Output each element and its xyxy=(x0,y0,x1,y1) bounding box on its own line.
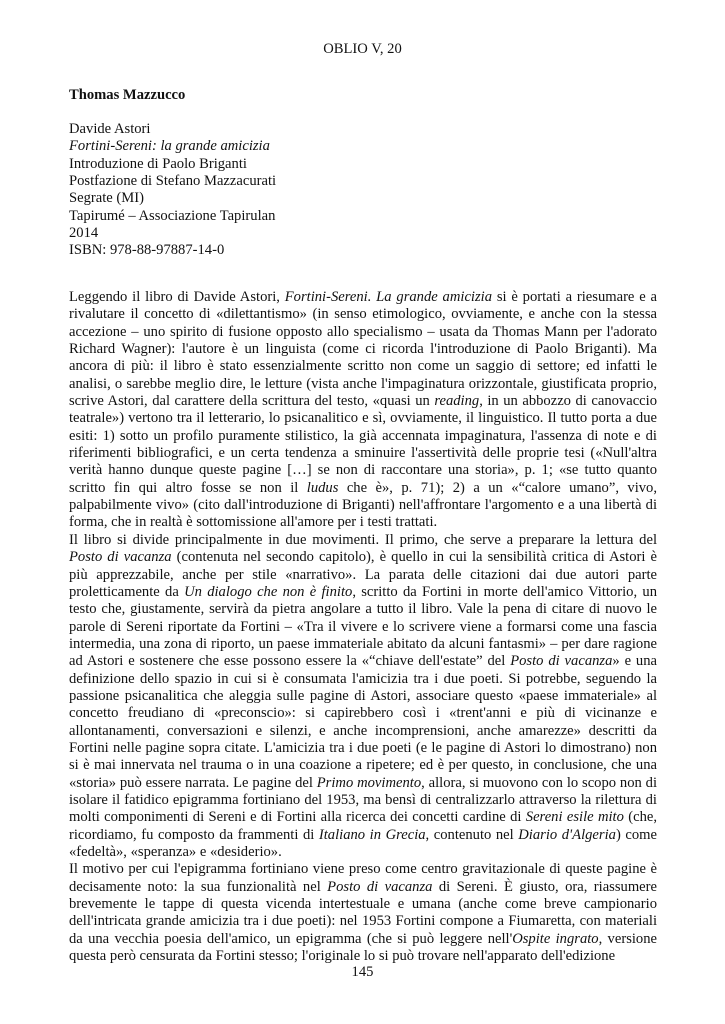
text-span: ad Astori e sostenere che esse possono essere la «“chiave dell'estate” del xyxy=(69,653,511,670)
text-span: si è portati a riesumare e a xyxy=(492,289,657,305)
text-line xyxy=(69,289,657,306)
text-line xyxy=(69,879,657,896)
text-span: dell'intricata grande amicizia tra i due poeti): nel 1953 Fortini compone a Fiumaretta, con materiali xyxy=(69,913,657,930)
italic-text: Un dialogo che non è finito xyxy=(184,583,353,600)
book-isbn: ISBN: 978-88-97887-14-0 xyxy=(69,242,225,259)
text-span: verità hanno dunque queste pagine […] se non di raccontare una storia», p. 1; «se tutto quanto xyxy=(69,462,657,479)
text-line xyxy=(69,792,657,809)
text-span: ricordiamo, fu composto da frammenti di xyxy=(69,826,319,843)
text-span: definizione dello spazio in cui si è consumata l'amicizia tra i due poeti. Si potrebbe, seguendo la xyxy=(69,670,657,687)
text-line xyxy=(69,705,657,722)
text-span: intermedia, una zona di riporto, un paese immateriale abitato da alcuni fantasmi» – per dare ragione xyxy=(69,635,657,652)
text-span: Il motivo per cui l'epigramma fortiniano viene preso come centro gravitazionale di queste pagine è xyxy=(69,861,657,878)
page-number: 145 xyxy=(351,964,374,980)
text-span: (che, xyxy=(623,809,657,826)
italic-text: Primo movimento xyxy=(316,774,422,791)
book-place: Segrate (MI) xyxy=(69,190,144,207)
text-line xyxy=(69,671,657,688)
italic-text: Fortini-Sereni. La grande amicizia xyxy=(284,289,493,305)
text-span: , in un abbozzo di canovaccio xyxy=(479,393,657,410)
text-span: Fortini nelle pagine sopra citate. L'amicizia tra i due poeti (e le pagine di Astori lo dimostrano) non xyxy=(69,739,657,756)
text-line xyxy=(69,775,657,792)
text-span: riferimenti bibliografici, e un certa tendenza a sminuire l'assertività delle proprie tesi («Null'altra xyxy=(69,445,657,462)
italic-text: ludus xyxy=(306,479,339,496)
text-span: questa però censurata da Fortini stesso; l'originale lo si può trovare nell'apparato dell'edizione xyxy=(69,948,616,965)
book-year: 2014 xyxy=(69,225,99,242)
text-span: ) come xyxy=(615,826,657,843)
running-header: OBLIO V, 20 xyxy=(323,41,402,57)
text-line xyxy=(69,497,657,514)
text-span: che è», p. 71); 2) a un «“calore umano”, vivo, xyxy=(338,479,658,496)
text-span: testo che, giustamente, servirà da pietra angolare a tutto il libro. Vale la pena di citare di nuovo le xyxy=(69,601,657,618)
text-line xyxy=(69,931,657,948)
text-span: Richard Wagner): l'autore è un linguista (come ci ricorda l'introduzione di Paolo Briganti). Ma xyxy=(69,341,657,358)
review-body xyxy=(69,289,657,965)
text-line xyxy=(69,549,657,566)
italic-text: Sereni esile mito xyxy=(525,809,624,826)
text-span: si è mai innervata nel trauma o in una coazione a ripetere; ed è per questo, in conclusione, che una xyxy=(69,757,657,774)
text-line xyxy=(69,462,657,479)
text-line xyxy=(69,636,657,653)
text-line xyxy=(69,358,657,375)
text-line xyxy=(69,584,657,601)
text-line xyxy=(69,306,657,323)
text-span: Leggendo il libro di Davide Astori, xyxy=(69,289,285,305)
text-span: , scritto da Fortini in morte dell'amico Vittorio, un xyxy=(352,583,657,600)
text-span: scrive Astori, dal carattere della scrittura del testo, «quasi un xyxy=(69,393,435,410)
text-line xyxy=(69,567,657,584)
text-span: Il libro si divide principalmente in due movimenti. Il primo, che serve a preparare la lettura del xyxy=(69,531,657,548)
italic-text: Ospite ingrato xyxy=(512,930,599,947)
text-line xyxy=(69,757,657,774)
book-publisher: Tapirumé – Associazione Tapirulan xyxy=(69,207,276,224)
italic-text: Posto di vacanza xyxy=(510,653,613,670)
text-span: brevemente le tappe di questa vicenda intertestuale e umana (anche come breve campionario xyxy=(69,896,657,913)
text-span: scritto fin qui altro fosse se non il xyxy=(69,479,307,496)
text-span: isolare il fatidico epigramma fortiniano del 1953, ma bensì di centralizzarlo attraverso la rilettura di xyxy=(69,791,657,808)
text-span: analisi, o sarebbe meglio dire, le letture (vista anche l'impaginatura orizzontale, giustificata proprio, xyxy=(69,375,657,392)
text-span: decisamente noto: la sua funzionalità nel xyxy=(69,878,328,895)
text-span: «fedeltà», «speranza» e «desiderio». xyxy=(69,844,282,860)
text-span: proletticamente da xyxy=(69,583,185,600)
text-line xyxy=(69,948,657,965)
text-line xyxy=(69,393,657,410)
text-span: esiti: 1) sotto un profilo puramente stilistico, la già accennata impaginatura, l'assenza di note e di xyxy=(69,427,657,444)
bibliographic-entry xyxy=(69,121,276,260)
italic-text: reading xyxy=(434,393,480,410)
text-span: palpabilmente vivo» (cito dall'introduzione di Briganti) nell'affrontare l'argomento e a una libertà di xyxy=(69,497,657,514)
text-span: teatrale») vertono tra il letterario, lo psicanalitico e sì, ovviamente, il linguistico. Il tutto porta a due xyxy=(69,410,657,427)
text-span: «storia» può essere narrata. Le pagine del xyxy=(69,774,317,791)
text-line xyxy=(69,844,657,861)
text-line xyxy=(69,445,657,462)
text-span: , allora, si muovono con lo scopo non di xyxy=(421,774,658,791)
book-author: Davide Astori xyxy=(69,121,151,137)
text-span: di Sereni. È giusto, ora, riassumere xyxy=(432,878,657,895)
text-line xyxy=(69,913,657,930)
text-span: , versione xyxy=(598,930,657,947)
text-line xyxy=(69,653,657,670)
text-span: parole di Sereni riportate da Fortini – «Tra il vivere e lo scrivere viene a formarsi come una fascia xyxy=(69,618,657,635)
text-span: ancora di più: il libro è stato essenzialmente scritto non come un saggio di settore; ed infatti le xyxy=(69,358,657,375)
text-line xyxy=(69,324,657,341)
text-line xyxy=(69,410,657,427)
italic-text: Diario d'Algeria xyxy=(518,826,616,843)
text-span: » e una xyxy=(612,653,657,670)
text-span: più apprezzabile, anche per stile «narrativo». La parata delle citazioni dai due autori parte xyxy=(69,566,657,583)
text-line xyxy=(69,740,657,757)
text-span: forma, che in realtà è sottomissione all'amore per i testi trattati. xyxy=(69,514,438,531)
text-line xyxy=(69,809,657,826)
text-span: passione psicanalitica che aleggia sulle pagine di Astori, associare questo «paese immateriale» al xyxy=(69,687,657,704)
text-line xyxy=(69,341,657,358)
book-introduction: Introduzione di Paolo Briganti xyxy=(69,155,247,172)
text-span: da una vecchia poesia dell'amico, un epigramma (che si può leggere nell' xyxy=(69,930,513,947)
text-line xyxy=(69,532,657,549)
text-span: (contenuta nel secondo capitolo), è quello in cui la sensibilità critica di Astori è xyxy=(171,549,657,566)
text-line xyxy=(69,827,657,844)
italic-text: Posto di vacanza xyxy=(327,878,433,895)
text-span: allontanamenti, conversazioni e silenzi, e anche incomprensioni, anche amarezze» descritti da xyxy=(69,722,657,739)
italic-text: Italiano in Grecia xyxy=(318,826,426,843)
text-span: concetto freudiano di «preconscio»: si capirebbero così i «trent'anni e più di vicinanze e xyxy=(69,705,657,722)
italic-text: Posto di vacanza xyxy=(69,549,172,566)
text-line xyxy=(69,514,657,531)
review-author: Thomas Mazzucco xyxy=(69,87,186,103)
text-line xyxy=(69,896,657,913)
paragraph xyxy=(69,532,657,862)
text-span: accezione – uno spirito di fusione opposto allo specialismo – usata da Thomas Mann per l'adorato xyxy=(69,323,657,340)
paragraph xyxy=(69,861,657,965)
text-line xyxy=(69,376,657,393)
text-span: , contenuto nel xyxy=(425,826,519,843)
text-span: molti componimenti di Sereni e di Fortini alla ricerca dei concetti cardine di xyxy=(69,809,526,826)
text-line xyxy=(69,723,657,740)
book-title: Fortini-Sereni: la grande amicizia xyxy=(69,138,270,155)
book-afterword: Postfazione di Stefano Mazzacurati xyxy=(69,173,277,190)
text-line xyxy=(69,688,657,705)
text-line xyxy=(69,861,657,878)
text-span: rivalutare il concetto di «dilettantismo» (in senso etimologico, ovviamente, e anche con la stessa xyxy=(69,306,657,323)
text-line xyxy=(69,619,657,636)
text-line xyxy=(69,428,657,445)
text-line xyxy=(69,480,657,497)
paragraph xyxy=(69,289,657,532)
text-line xyxy=(69,601,657,618)
